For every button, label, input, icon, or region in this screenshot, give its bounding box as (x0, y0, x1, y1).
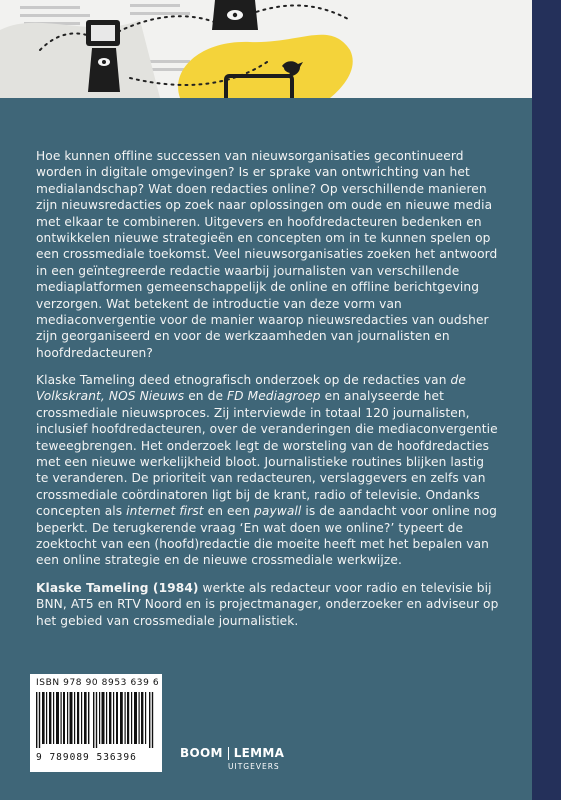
author-bio-text (36, 580, 500, 629)
text-run: is de aandacht voor online nog beperkt. De terugkerende vraag ‘En wat doen we online?’ typeert de zoektocht van een (hoofd)redactie die moeite heeft met het bepalen van een online strategie en de nieuwe crossmediale werkwijze. (36, 504, 497, 568)
publisher-subtitle: UITGEVERS (228, 762, 280, 771)
blurb-paragraph-1 (36, 148, 500, 361)
publisher-name (180, 746, 284, 760)
logo-divider (228, 747, 229, 760)
publisher-name-left: BOOM (180, 746, 223, 760)
barcode-digits: 9 789089 536396 (36, 752, 137, 763)
blurb-text-1: Hoe kunnen offline successen van nieuwsorganisaties gecontinueerd worden in digitale omgevingen? Is er sprake van ontwrichting van het medialandschap? Wat doen redacties online? Op verschillende manieren zijn nieuwsredacties op zoek naar oplossingen om oude en nieuwe media met elkaar te combineren. Uitgevers en hoofdredacteuren bedenken en ontwikkelen nieuwe strategieën en concepten om in te kunnen spelen op een crossmediale toekomst. Veel nieuwsorganisaties zoeken het antwoord in een geïntegreerde redactie waarbij journalisten van verschillende mediaplatformen gemeenschappelijk de online en offline berichtgeving verzorgen. Wat betekent de introductie van deze vorm van mediaconvergentie voor de manier waarop nieuwsredacties van oudsher zijn georganiseerd en voor de werkzaamheden van journalisten en hoofdredacteuren? (36, 149, 498, 360)
barcode-bars (36, 692, 154, 748)
isbn-label: ISBN 978 90 8953 639 6 (36, 678, 160, 688)
cover-illustration (0, 0, 532, 98)
text-run: en de (184, 389, 228, 404)
publisher-logo (180, 746, 284, 771)
author-bio (36, 580, 500, 629)
italic-run: FD Mediagroep (227, 389, 321, 404)
blurb-paragraph-2 (36, 372, 500, 569)
barcode (30, 674, 162, 772)
italic-run: paywall (254, 504, 302, 519)
book-spine (532, 0, 561, 800)
author-name: Klaske Tameling (1984) (36, 581, 199, 595)
italic-run: de Volkskrant, NOS Nieuws (36, 373, 466, 404)
text-run: Klaske Tameling deed etnografisch onderzoek op de redacties van (36, 373, 451, 387)
author-bio-rest: werkte als redacteur voor radio en televisie bij BNN, AT5 en RTV Noord en is projectmanager, onderzoeker en adviseur op het gebied van crossmediale journalistiek. (36, 581, 499, 628)
publisher-name-right: LEMMA (233, 746, 285, 760)
illustration-art (0, 0, 532, 98)
text-run: en analyseerde het crossmediale nieuwsproces. Zij interviewde in totaal 120 journalisten, inclusief hoofdredacteuren, over de veranderingen die mediaconvergentie teweegbrengen. Het onderzoek legt de worsteling van de hoofdredacties met een nieuwe werkelijkheid bloot. Journalistieke routines blijken lastig te veranderen. De prioriteit van redacteuren, verslaggevers en zelfs van crossmediale coördinatoren ligt bij de krant, radio of televisie. Ondanks concepten als (36, 389, 498, 519)
blurb-text-2 (36, 372, 500, 569)
italic-run: internet first (126, 504, 204, 519)
text-run: en een (203, 504, 255, 519)
